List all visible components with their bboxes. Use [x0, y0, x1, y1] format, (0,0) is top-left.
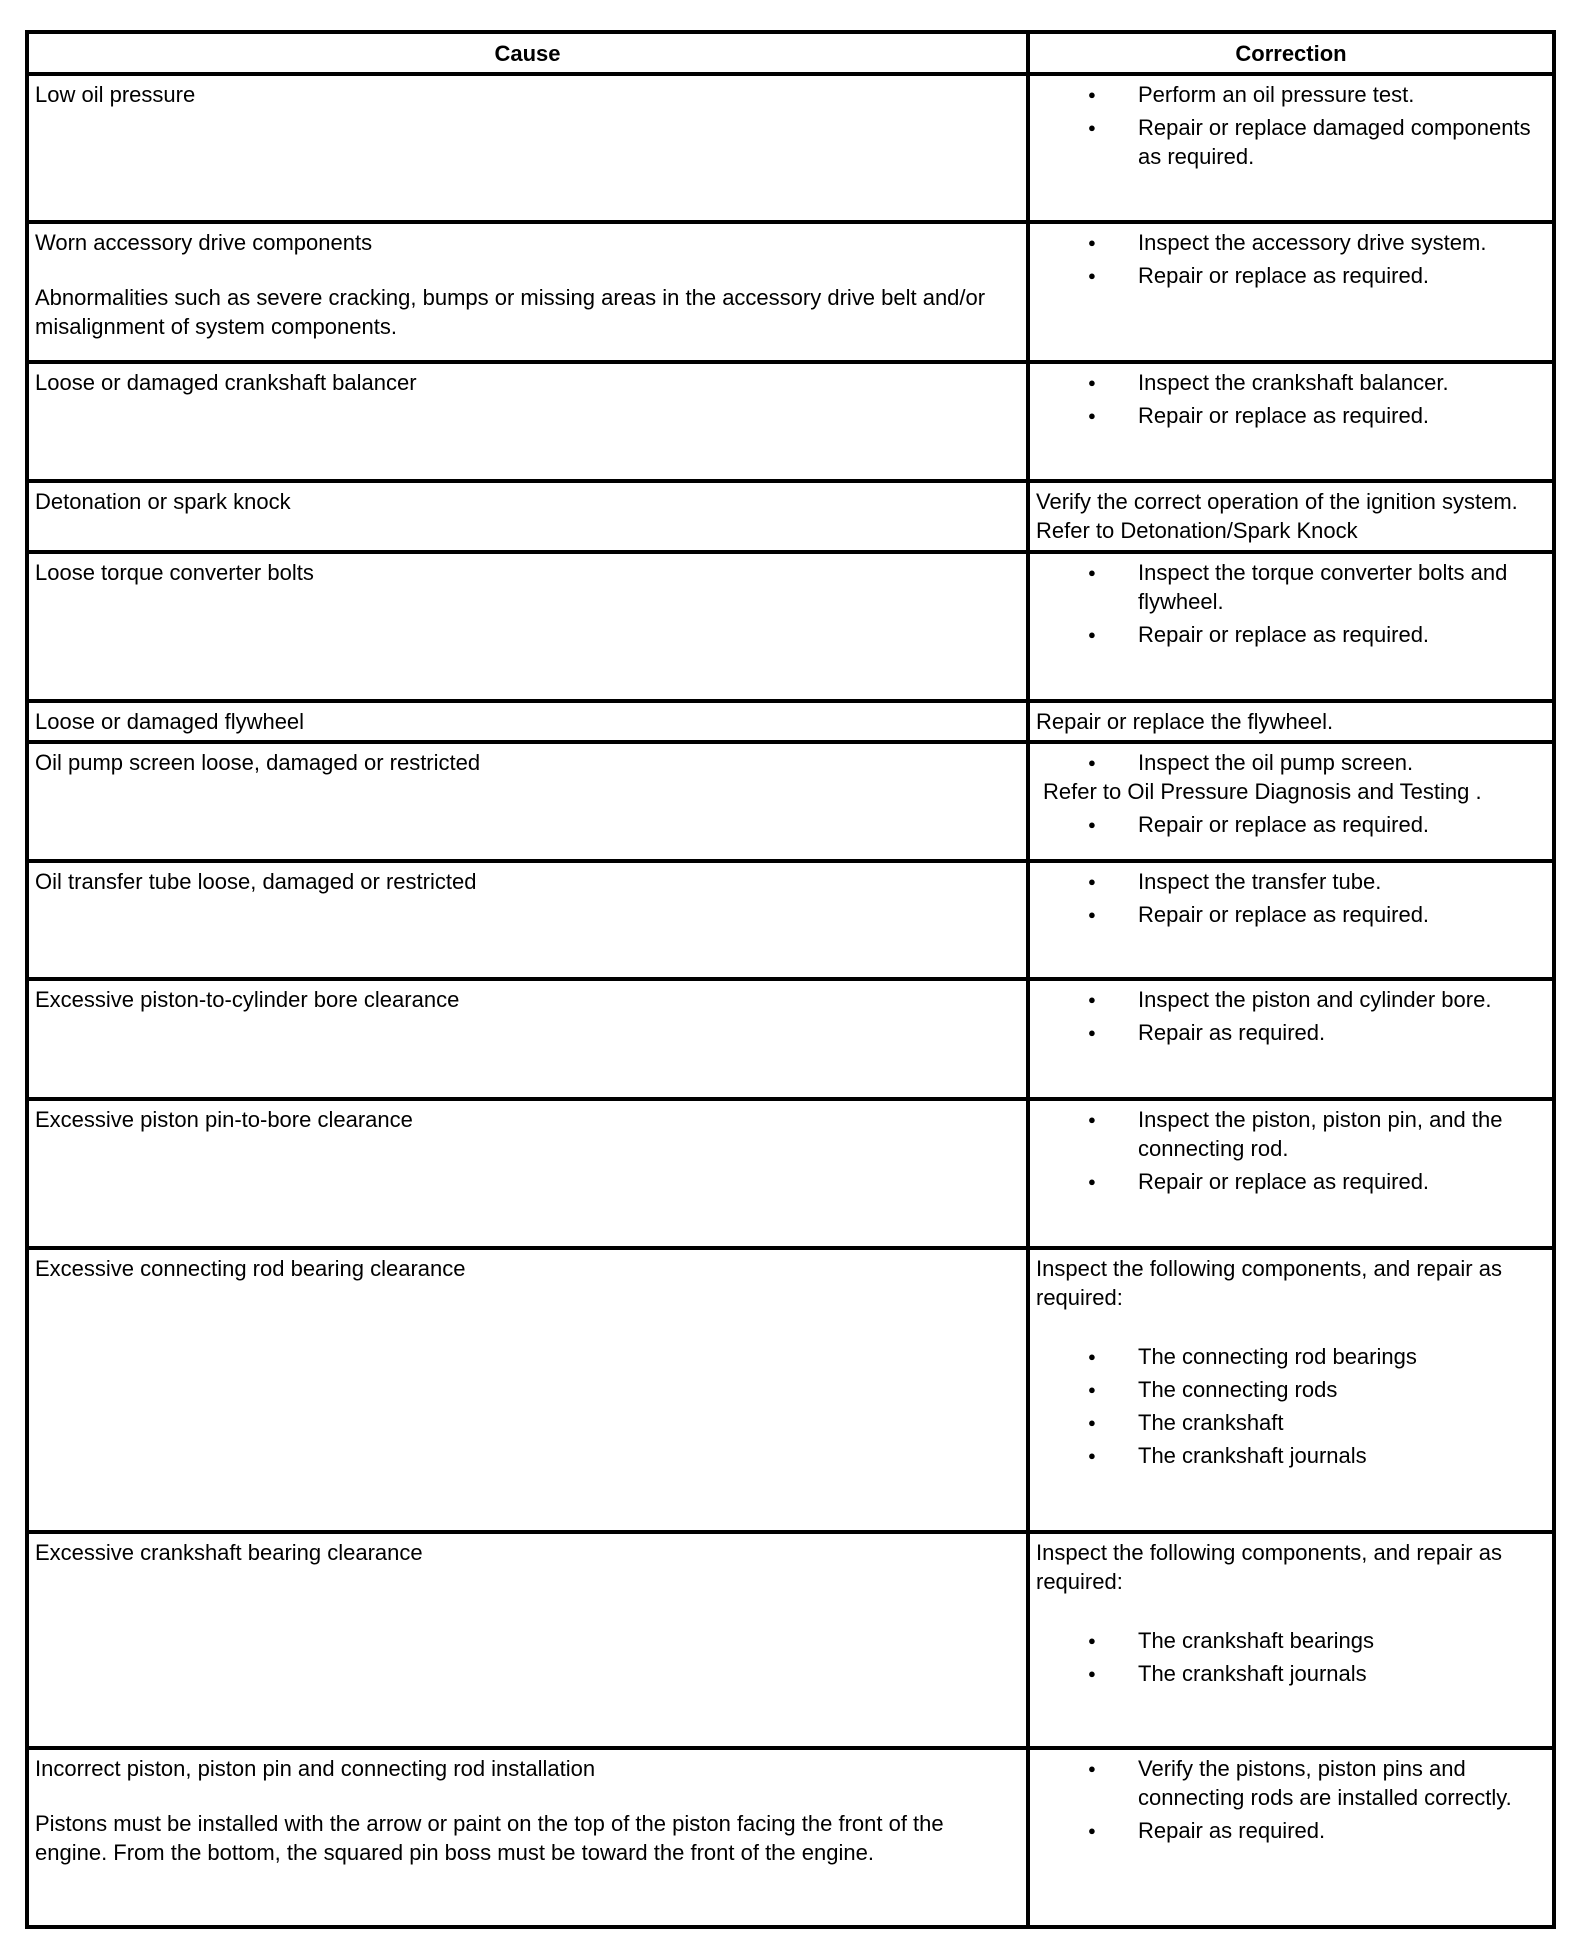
cause-text: Loose or damaged flywheel — [35, 709, 305, 734]
cause-cell — [27, 979, 1028, 1099]
bullet-item — [1036, 1626, 1546, 1655]
bullet-text: The crankshaft journals — [1138, 1443, 1367, 1468]
cause-cell — [27, 1248, 1028, 1532]
bullet-text: Repair or replace as required. — [1138, 403, 1430, 428]
bullet-icon: ● — [1088, 627, 1096, 642]
cause-cell — [27, 861, 1028, 979]
bullet-text: Repair as required. — [1138, 1020, 1326, 1045]
bullet-icon: ● — [1088, 1174, 1096, 1189]
bullet-item — [1036, 228, 1546, 257]
cause-text: Excessive connecting rod bearing clearance — [35, 1256, 466, 1281]
bullet-icon: ● — [1088, 1448, 1096, 1463]
correction-cell — [1028, 481, 1554, 552]
bullet-item — [1036, 810, 1546, 839]
bullet-item — [1036, 261, 1546, 290]
bullet-item — [1036, 867, 1546, 896]
cause-text: Worn accessory drive components — [35, 230, 373, 255]
bullet-text: Inspect the transfer tube. — [1138, 869, 1382, 894]
correction-cell — [1028, 701, 1554, 742]
cause-cell — [27, 481, 1028, 552]
table-row — [27, 552, 1554, 701]
correction-cell — [1028, 1248, 1554, 1532]
bullet-text: Repair or replace as required. — [1138, 1169, 1430, 1194]
cause-text: Excessive piston-to-cylinder bore clearance — [35, 987, 460, 1012]
bullet-icon: ● — [1088, 1823, 1096, 1838]
bullet-icon: ● — [1088, 1025, 1096, 1040]
bullet-icon: ● — [1088, 817, 1096, 832]
diagnostic-table — [25, 30, 1556, 1929]
header-row — [27, 32, 1554, 74]
table-row — [27, 701, 1554, 742]
bullet-icon: ● — [1088, 408, 1096, 423]
bullet-icon: ● — [1088, 907, 1096, 922]
table-row — [27, 222, 1554, 362]
bullet-icon: ● — [1088, 565, 1096, 580]
table-row — [27, 979, 1554, 1099]
bullet-item — [1036, 748, 1546, 777]
cause-text: Oil transfer tube loose, damaged or restricted — [35, 869, 477, 894]
bullet-text: The connecting rods — [1138, 1377, 1338, 1402]
cause-cell — [27, 74, 1028, 222]
bullet-icon: ● — [1088, 874, 1096, 889]
reference-text: Refer to Oil Pressure Diagnosis and Testing . — [1043, 779, 1482, 804]
correction-cell — [1028, 74, 1554, 222]
table-row — [27, 74, 1554, 222]
bullet-icon: ● — [1088, 375, 1096, 390]
table-row — [27, 1248, 1554, 1532]
cause-text: Excessive crankshaft bearing clearance — [35, 1540, 423, 1565]
cause-cell — [27, 742, 1028, 861]
bullet-item — [1036, 113, 1546, 171]
bullet-icon: ● — [1088, 87, 1096, 102]
bullet-text: Repair or replace as required. — [1138, 263, 1430, 288]
correction-text: Inspect the following components, and repair as required: — [1036, 1540, 1502, 1594]
bullet-text: Repair or replace as required. — [1138, 812, 1430, 837]
bullet-text: Inspect the piston, piston pin, and the connecting rod. — [1138, 1107, 1503, 1161]
bullet-icon: ● — [1088, 755, 1096, 770]
bullet-item — [1036, 1408, 1546, 1437]
bullet-icon: ● — [1088, 120, 1096, 135]
bullet-icon: ● — [1088, 1382, 1096, 1397]
cause-text: Excessive piston pin-to-bore clearance — [35, 1107, 413, 1132]
cause-text: Loose or damaged crankshaft balancer — [35, 370, 417, 395]
bullet-item — [1036, 1342, 1546, 1371]
table-row — [27, 362, 1554, 481]
bullet-item — [1036, 1167, 1546, 1196]
bullet-item — [1036, 985, 1546, 1014]
bullet-text: Verify the pistons, piston pins and connecting rods are installed correctly. — [1138, 1756, 1512, 1810]
bullet-icon: ● — [1088, 268, 1096, 283]
bullet-text: The crankshaft — [1138, 1410, 1284, 1435]
bullet-text: Inspect the piston and cylinder bore. — [1138, 987, 1492, 1012]
cause-note: Abnormalities such as severe cracking, bumps or missing areas in the accessory drive belt and/or misalignment of system components. — [35, 285, 986, 339]
bullet-icon: ● — [1088, 1666, 1096, 1681]
correction-text: Verify the correct operation of the ignition system. Refer to Detonation/Spark Knock — [1036, 489, 1518, 543]
correction-cell — [1028, 222, 1554, 362]
bullet-text: Inspect the crankshaft balancer. — [1138, 370, 1449, 395]
bullet-text: The crankshaft bearings — [1138, 1628, 1375, 1653]
bullet-text: The connecting rod bearings — [1138, 1344, 1417, 1369]
cause-cell — [27, 552, 1028, 701]
bullet-icon: ● — [1088, 1112, 1096, 1127]
bullet-item — [1036, 558, 1546, 616]
cause-cell — [27, 1748, 1028, 1927]
correction-cell — [1028, 742, 1554, 861]
correction-cell — [1028, 552, 1554, 701]
bullet-item — [1036, 1018, 1546, 1047]
bullet-text: Repair or replace as required. — [1138, 902, 1430, 927]
bullet-item — [1036, 1659, 1546, 1688]
bullet-text: Perform an oil pressure test. — [1138, 82, 1415, 107]
cause-cell — [27, 701, 1028, 742]
bullet-icon: ● — [1088, 235, 1096, 250]
bullet-text: Inspect the oil pump screen. — [1138, 750, 1414, 775]
bullet-item — [1036, 80, 1546, 109]
bullet-item — [1036, 401, 1546, 430]
correction-cell — [1028, 979, 1554, 1099]
correction-text: Repair or replace the flywheel. — [1036, 709, 1334, 734]
bullet-text: The crankshaft journals — [1138, 1661, 1367, 1686]
bullet-icon: ● — [1088, 1761, 1096, 1776]
bullet-item — [1036, 368, 1546, 397]
bullet-text: Inspect the accessory drive system. — [1138, 230, 1487, 255]
bullet-icon: ● — [1088, 1633, 1096, 1648]
cause-text: Low oil pressure — [35, 82, 196, 107]
cause-cell — [27, 362, 1028, 481]
correction-cell — [1028, 362, 1554, 481]
cause-cell — [27, 1099, 1028, 1248]
bullet-text: Repair or replace as required. — [1138, 622, 1430, 647]
spacer — [1036, 1312, 1546, 1338]
spacer — [1036, 1596, 1546, 1622]
header-correction: Correction — [1028, 32, 1554, 74]
bullet-item — [1036, 1375, 1546, 1404]
table-row — [27, 742, 1554, 861]
header-cause: Cause — [27, 32, 1028, 74]
bullet-text: Inspect the torque converter bolts and flywheel. — [1138, 560, 1508, 614]
cause-note: Pistons must be installed with the arrow or paint on the top of the piston facing the front of the engine. From the bottom, the squared pin boss must be toward the front of the engine. — [35, 1811, 944, 1865]
table-row — [27, 481, 1554, 552]
bullet-text: Repair as required. — [1138, 1818, 1326, 1843]
cause-text: Oil pump screen loose, damaged or restricted — [35, 750, 481, 775]
table-row — [27, 861, 1554, 979]
bullet-item — [1036, 1105, 1546, 1163]
bullet-icon: ● — [1088, 1349, 1096, 1364]
cause-text: Detonation or spark knock — [35, 489, 291, 514]
cause-cell — [27, 222, 1028, 362]
correction-cell — [1028, 1532, 1554, 1748]
bullet-icon: ● — [1088, 992, 1096, 1007]
table-row — [27, 1532, 1554, 1748]
table-row — [27, 1099, 1554, 1248]
bullet-item — [1036, 1441, 1546, 1470]
table-row — [27, 1748, 1554, 1927]
bullet-icon: ● — [1088, 1415, 1096, 1430]
cause-text: Loose torque converter bolts — [35, 560, 314, 585]
bullet-text: Repair or replace damaged components as required. — [1138, 115, 1531, 169]
correction-cell — [1028, 1748, 1554, 1927]
correction-text: Inspect the following components, and repair as required: — [1036, 1256, 1502, 1310]
bullet-item — [1036, 620, 1546, 649]
cause-text: Incorrect piston, piston pin and connecting rod installation — [35, 1756, 596, 1781]
bullet-item — [1036, 1816, 1546, 1845]
bullet-item — [1036, 1754, 1546, 1812]
correction-cell — [1028, 1099, 1554, 1248]
bullet-item — [1036, 900, 1546, 929]
correction-cell — [1028, 861, 1554, 979]
table-body — [27, 74, 1554, 1927]
cause-cell — [27, 1532, 1028, 1748]
